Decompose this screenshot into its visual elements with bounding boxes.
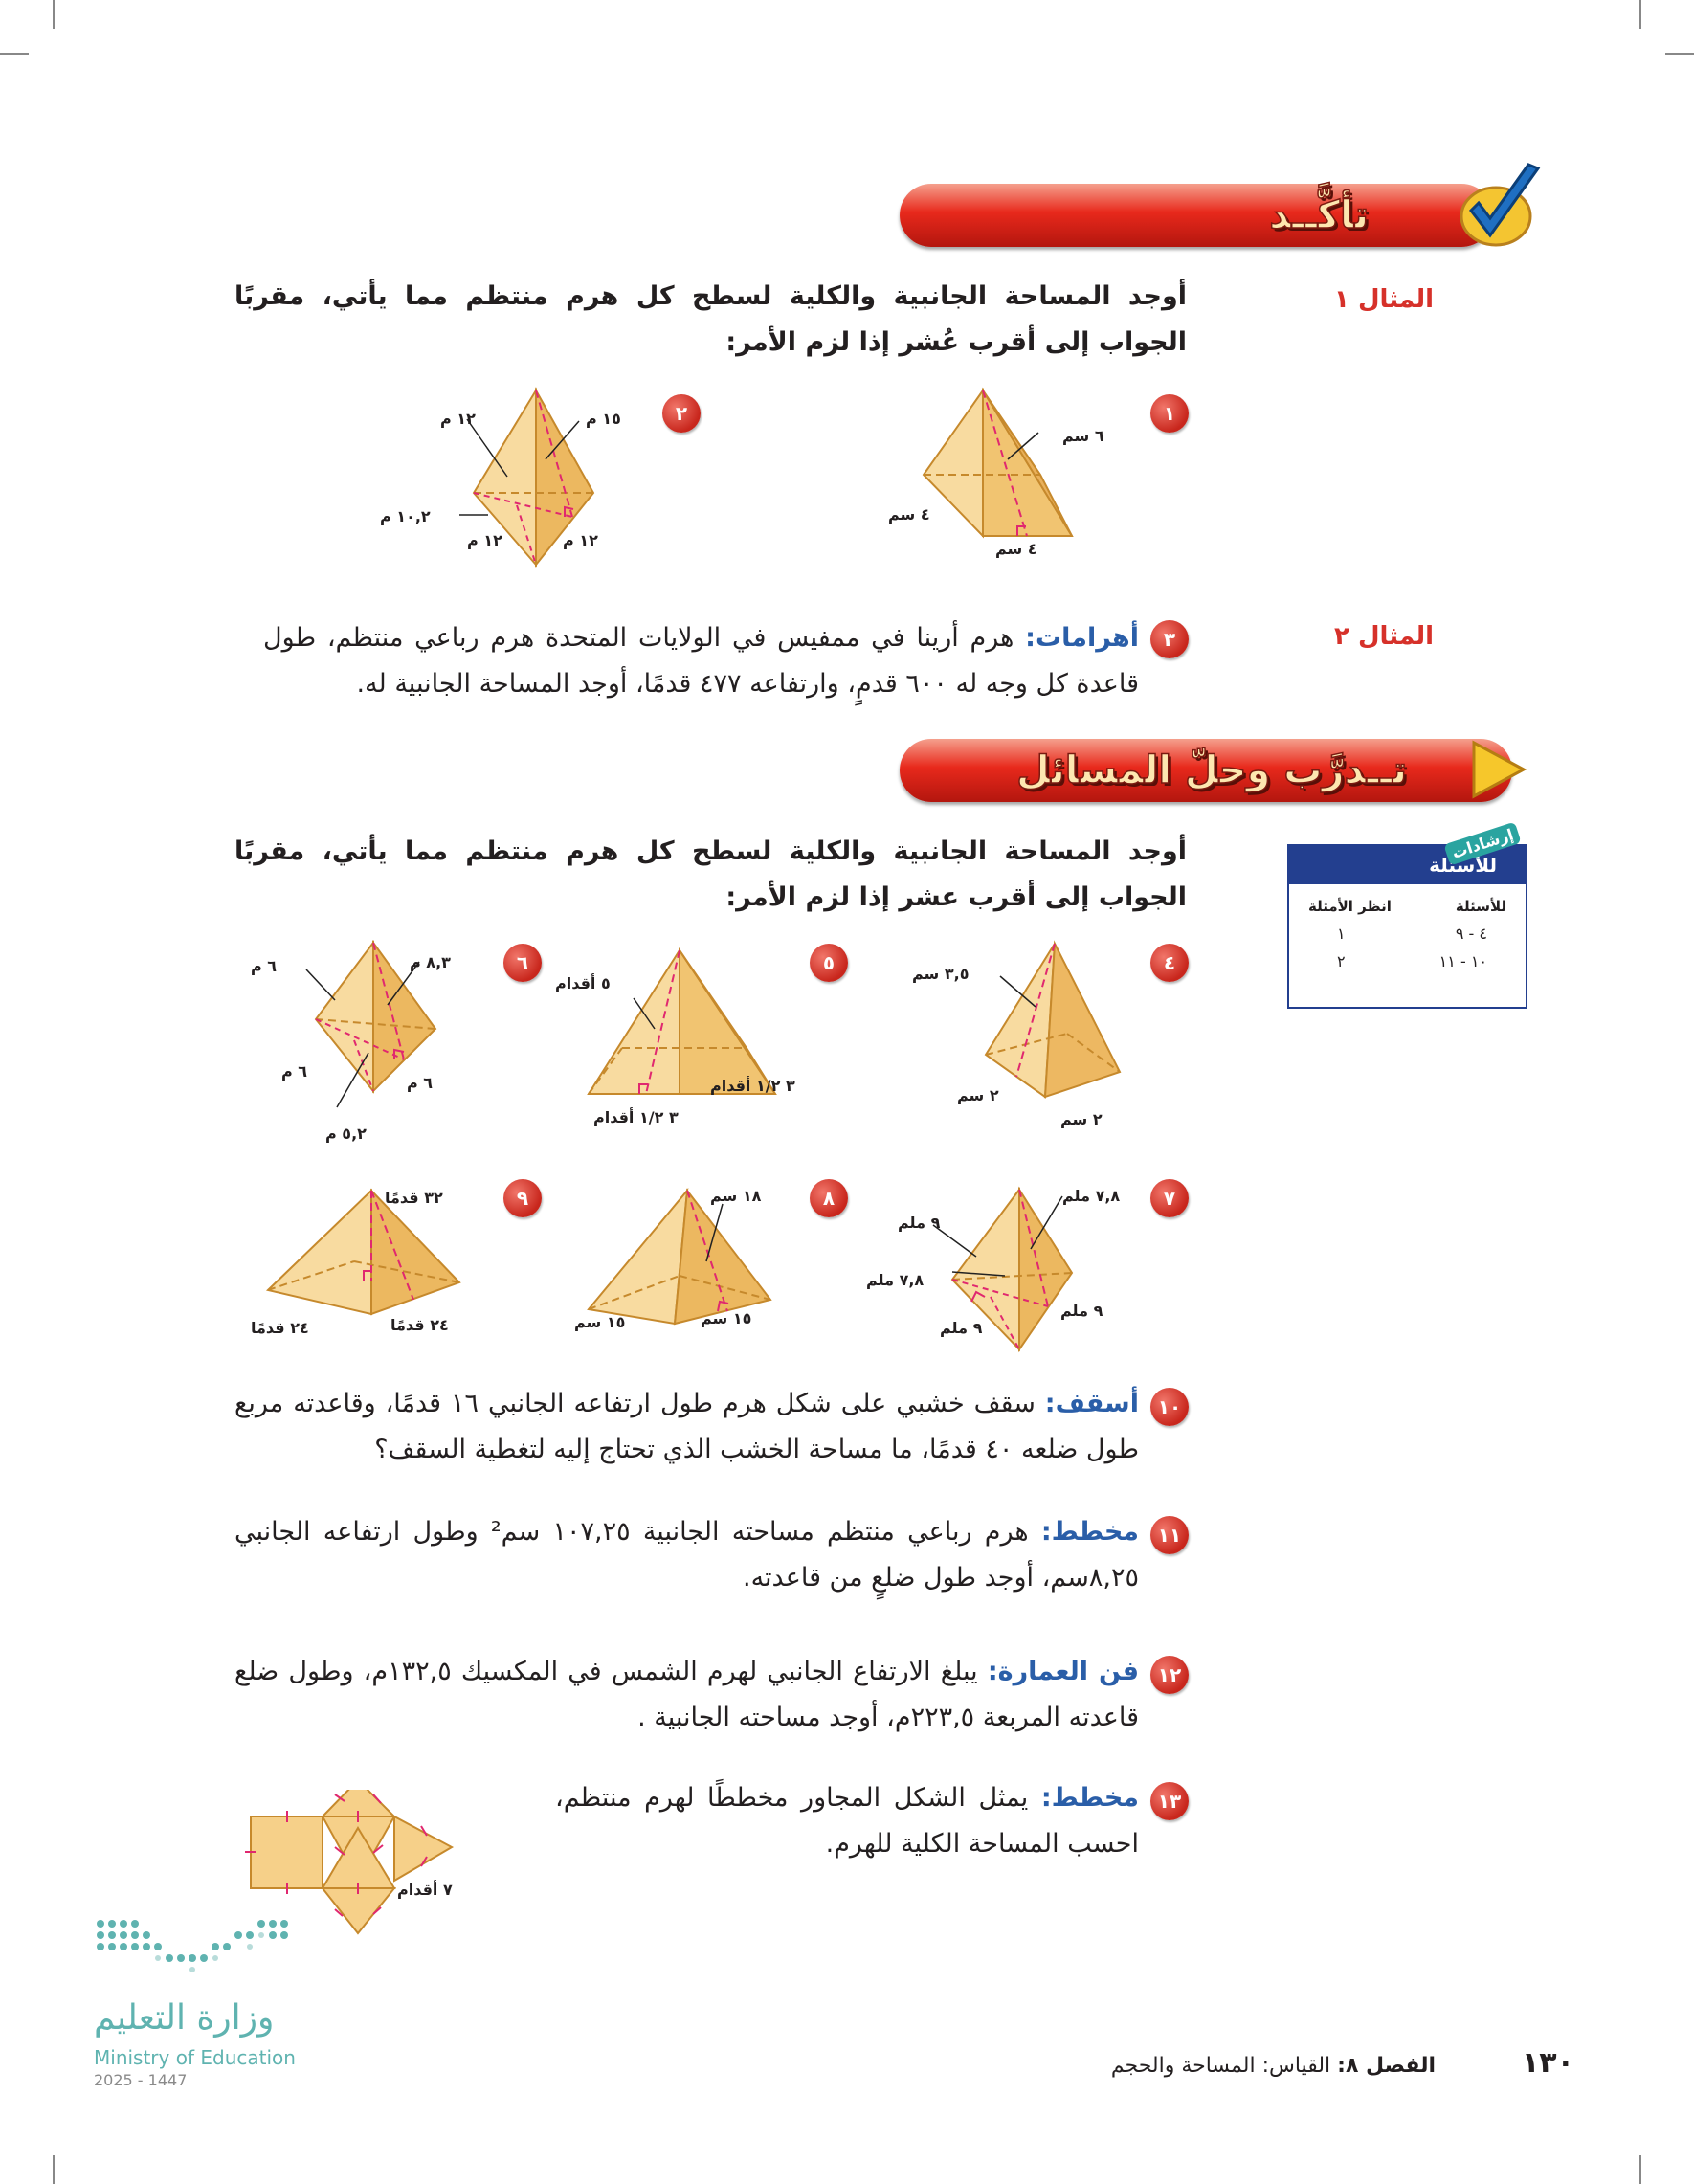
dimension-label: ٥ أقدام — [555, 974, 611, 992]
problem-number: ١٣ — [1150, 1782, 1189, 1820]
dimension-label: ٥,٢ م — [325, 1125, 367, 1143]
problem-keyword: أسقف: — [1044, 1389, 1139, 1418]
problem-text: هرم أرينا في ممفيس في الولايات المتحدة هرم رباعي منتظم، طول قاعدة كل وجه له ٦٠٠ قدمٍ، وارتفاعه ٤٧٧ قدمًا، أوجد المساحة الجانبية له. — [263, 623, 1139, 699]
dimension-label: ٧ أقدام — [397, 1881, 453, 1899]
hint-header: انظر الأمثلة — [1308, 898, 1392, 915]
dimension-label: ٣٢ قدمًا — [385, 1189, 443, 1207]
ministry-year: 2025 - 1447 — [94, 2071, 188, 2089]
practice-banner — [900, 739, 1512, 802]
dimension-label: ٢٤ قدمًا — [390, 1316, 449, 1334]
problem-number: ١٢ — [1150, 1656, 1189, 1694]
crop-mark — [53, 2155, 55, 2184]
dimension-label: ٤ سم — [995, 540, 1037, 558]
crop-mark — [0, 53, 29, 55]
ministry-name-en: Ministry of Education — [94, 2046, 296, 2069]
problem-number: ٢ — [662, 394, 701, 433]
dimension-label: ١٢ م — [563, 531, 598, 549]
problem-text-block — [234, 1381, 1139, 1473]
chapter-title: القياس: المساحة والحجم — [1110, 2054, 1331, 2078]
dimension-label: ١٢ م — [440, 410, 476, 428]
problem-number: ١٠ — [1150, 1388, 1189, 1426]
crop-mark — [1639, 2155, 1641, 2184]
problem-text-block — [555, 1775, 1139, 1867]
problem-number: ٧ — [1150, 1179, 1189, 1217]
problem-number: ٦ — [503, 944, 542, 982]
dimension-label: ٦ سم — [1062, 427, 1104, 445]
problem-number: ٩ — [503, 1179, 542, 1217]
problem-number: ٤ — [1150, 944, 1189, 982]
dimension-label: ٩ ملم — [1060, 1302, 1103, 1320]
hint-badge: إرشادات — [1443, 821, 1521, 865]
problem-keyword: أهرامات: — [1025, 623, 1139, 653]
problem-text: هرم رباعي منتظم مساحته الجانبية ١٠٧,٢٥ سم² وطول ارتفاعه الجانبي ٨,٢٥سم، أوجد طول ضلعٍ من قاعدته. — [234, 1517, 1139, 1593]
crop-mark — [53, 0, 55, 29]
dimension-label: ٩ ملم — [940, 1319, 983, 1337]
problem-text-block — [234, 1509, 1139, 1601]
dimension-label: ١٥ م — [586, 410, 621, 428]
problem-number: ١ — [1150, 394, 1189, 433]
dimension-label: ١٠,٢ م — [380, 507, 431, 525]
example1-instruction: أوجد المساحة الجانبية والكلية لسطح كل هرم منتظم مما يأتي، مقربًا الجواب إلى أقرب عُشر إذا لزم الأمر: — [234, 281, 1187, 357]
dimension-label: ١٢ م — [467, 531, 502, 549]
problem-text-block — [234, 1649, 1139, 1741]
problem-text: سقف خشبي على شكل هرم طول ارتفاعه الجانبي ١٦ قدمًا، وقاعدته مربع طول ضلعه ٤٠ قدمًا، ما مساحة الخشب الذي تحتاج إليه لتغطية السقف؟ — [234, 1389, 1139, 1464]
chapter-footer — [1111, 2054, 1436, 2078]
page-number: ١٣٠ — [1522, 2046, 1574, 2080]
problem-number: ٨ — [810, 1179, 848, 1217]
hint-header: للأسئلة — [1455, 898, 1506, 915]
pyramid-figure — [895, 383, 1105, 565]
dimension-label: ٦ م — [251, 957, 278, 975]
dimension-label: ٧,٨ ملم — [866, 1271, 925, 1289]
example2-label: المثال ٢ — [1334, 622, 1434, 651]
dimension-label: ٨,٣ م — [410, 953, 451, 971]
hint-row: ١٠ - ١١ ٢ — [1337, 952, 1487, 970]
dimension-label: ٢ سم — [1060, 1110, 1103, 1128]
hint-row: ٤ - ٩ ١ — [1337, 925, 1487, 943]
dimension-label: ٢ سم — [957, 1086, 999, 1104]
checkmark-icon — [1450, 161, 1546, 256]
hint-table-title: للأسئلة — [1289, 846, 1526, 884]
dimension-label: ٦ م — [281, 1062, 308, 1081]
dimension-label: ٣,٥ سم — [912, 965, 970, 983]
problem-number: ١١ — [1150, 1516, 1189, 1554]
dimension-label: ٩ ملم — [898, 1214, 941, 1232]
check-banner — [900, 184, 1493, 247]
problem-number: ٣ — [1150, 620, 1189, 658]
dimension-label: ١٨ سم — [710, 1187, 762, 1205]
pyramid-figure — [258, 1187, 469, 1330]
problem-number: ٥ — [810, 944, 848, 982]
crop-mark — [1665, 53, 1694, 55]
ministry-name-ar: وزارة التعليم — [94, 1998, 275, 2038]
dimension-label: ٦ م — [407, 1074, 434, 1092]
example1-label: المثال ١ — [1334, 285, 1434, 314]
ministry-logo-icon — [91, 1914, 301, 1986]
arrow-icon — [1464, 737, 1531, 804]
dimension-label: ٣ ١/٢ أقدام — [593, 1108, 679, 1126]
dimension-label: ١٥ سم — [701, 1309, 752, 1327]
practice-title: تــدرَّب وحلّ المسائل — [1016, 748, 1407, 792]
dimension-label: ٧,٨ ملم — [1062, 1187, 1121, 1205]
crop-mark — [1639, 0, 1641, 29]
example2-text — [263, 615, 1139, 707]
problem-keyword: فن العمارة: — [987, 1657, 1139, 1686]
problem-keyword: مخطط: — [1040, 1517, 1140, 1547]
problem-text: يمثل الشكل المجاور مخططًا لهرم منتظم، احسب المساحة الكلية للهرم. — [555, 1783, 1139, 1859]
problem-text: يبلغ الارتفاع الجانبي لهرم الشمس في المكسيك ١٣٢,٥م، وطول ضلع قاعدته المربعة ٢٢٣,٥م، أوجد مساحته الجانبية . — [234, 1657, 1139, 1732]
dimension-label: ٢٤ قدمًا — [251, 1319, 309, 1337]
hint-table — [1287, 844, 1527, 1009]
practice-instruction: أوجد المساحة الجانبية والكلية لسطح كل هرم منتظم مما يأتي، مقربًا الجواب إلى أقرب عشر إذا لزم الأمر: — [234, 836, 1187, 912]
chapter-number: الفصل ٨: — [1337, 2054, 1436, 2078]
pyramid-figure — [976, 938, 1148, 1120]
dimension-label: ١٥ سم — [574, 1313, 626, 1331]
dimension-label: ٣ ١/٢ أقدام — [710, 1077, 795, 1095]
dimension-label: ٤ سم — [888, 505, 930, 524]
problem-keyword: مخطط: — [1040, 1783, 1139, 1813]
check-title: تأكَّــد — [1269, 193, 1369, 237]
